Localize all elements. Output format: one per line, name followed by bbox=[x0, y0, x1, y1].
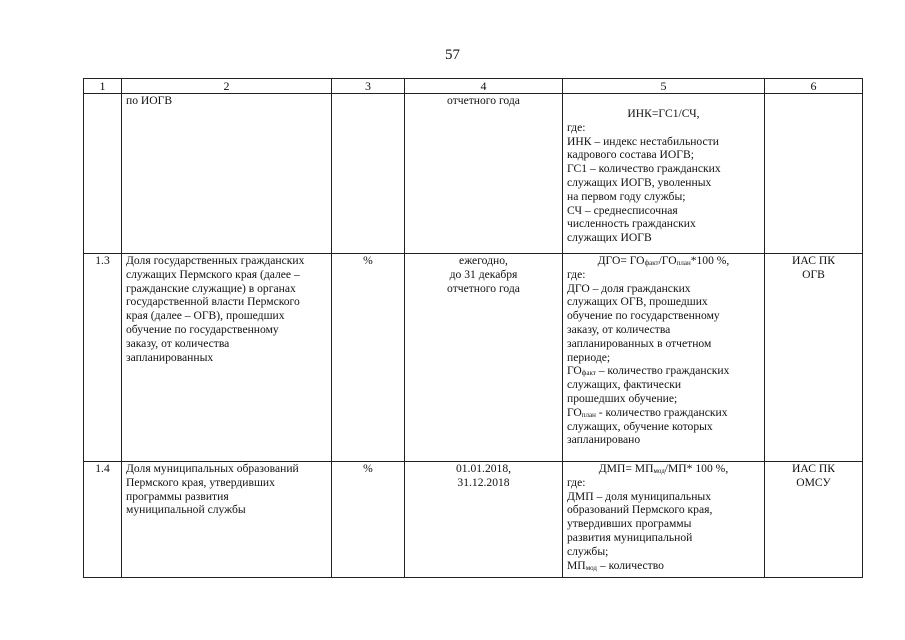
formula: ИНК=ГС1/СЧ, bbox=[627, 107, 700, 120]
table-row-1-3 bbox=[84, 254, 863, 462]
header-col-2: 2 bbox=[122, 79, 332, 94]
formula-term-go-plan: $ГО_{план}$ - количество гражданских bbox=[567, 405, 728, 419]
indicator-cell: Доля муниципальных образований Пермского края, утвердивших программы развития муниципальной службы bbox=[122, 462, 332, 578]
unit-cell bbox=[332, 94, 405, 254]
formula-description: где: ДГО – доля гражданских служащих ОГВ, прошедших обучение по государственному заказу, от количества запланированных в отчетном периоде; bbox=[567, 267, 720, 364]
formula-cell bbox=[563, 462, 765, 578]
table-row-1-4 bbox=[84, 462, 863, 578]
header-row bbox=[84, 79, 863, 94]
source-cell: ИАС ПК ОГВ bbox=[765, 254, 863, 462]
formula-term-mp-mod: $МП_{мод}$ – количество bbox=[567, 558, 664, 572]
formula-cell bbox=[563, 94, 765, 254]
formula-description: где: ДМП – доля муниципальных образований Пермского края, утвердивших программы развития муниципальной службы; bbox=[567, 475, 713, 558]
header-col-3: 3 bbox=[332, 79, 405, 94]
formula: $ДГО= ГО_{факт}/ГО_{план}*100$ %, bbox=[597, 254, 730, 267]
timing-cell: отчетного года bbox=[405, 94, 563, 254]
table-row-continuation bbox=[84, 94, 863, 254]
timing-cell: ежегодно, до 31 декабря отчетного года bbox=[405, 254, 563, 462]
formula-term-go-fact: $ГО_{факт}$ – количество гражданских bbox=[567, 364, 730, 378]
timing-cell: 01.01.2018, 31.12.2018 bbox=[405, 462, 563, 578]
header-col-4: 4 bbox=[405, 79, 563, 94]
indicators-table bbox=[83, 78, 863, 578]
source-cell: ИАС ПК ОМСУ bbox=[765, 462, 863, 578]
header-col-5: 5 bbox=[563, 79, 765, 94]
formula-description: служащих, фактически прошедших обучение; bbox=[567, 378, 682, 405]
formula-cell bbox=[563, 254, 765, 462]
formula-description: где: ИНК – индекс нестабильности кадрового состава ИОГВ; ГС1 – количество гражданских служащих ИОГВ, уволенных на первом году службы; СЧ – среднесписочная численность гражданских служащих ИОГВ bbox=[567, 120, 721, 245]
indicator-cell: Доля государственных гражданских служащих Пермского края (далее – гражданские служащие) в органах государственной власти Пермского края (далее – ОГВ), прошедших обучение по государственному заказу, от количества запланированных bbox=[122, 254, 332, 462]
unit-cell: % bbox=[332, 254, 405, 462]
row-number-cell bbox=[84, 94, 122, 254]
indicator-cell: по ИОГВ bbox=[122, 94, 332, 254]
row-number-cell: 1.3 bbox=[84, 254, 122, 462]
formula: $ДМП= МП_{мод}/МП*$ 100 %, bbox=[598, 462, 729, 475]
page-number: 57 bbox=[445, 47, 460, 63]
formula-description: служащих, обучение которых запланировано bbox=[567, 419, 713, 447]
unit-cell: % bbox=[332, 462, 405, 578]
source-cell bbox=[765, 94, 863, 254]
header-col-1: 1 bbox=[84, 79, 122, 94]
row-number-cell: 1.4 bbox=[84, 462, 122, 578]
header-col-6: 6 bbox=[765, 79, 863, 94]
